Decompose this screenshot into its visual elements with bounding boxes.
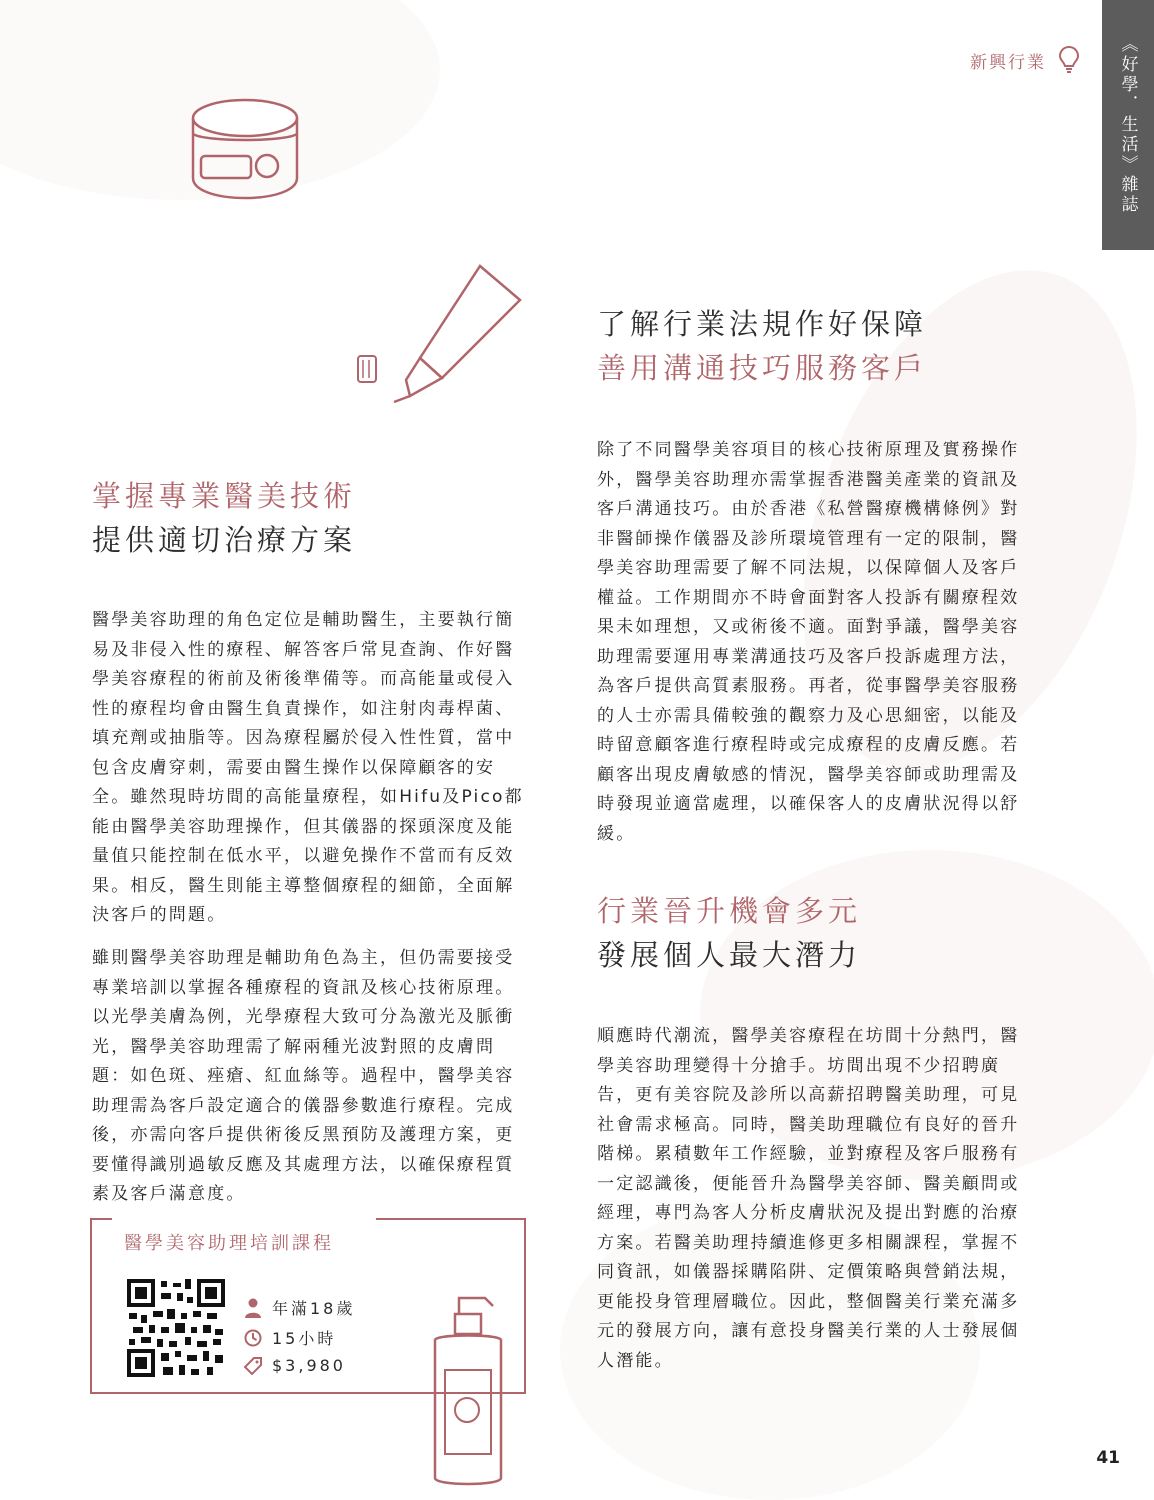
body-paragraph: 雖則醫學美容助理是輔助角色為主，但仍需要接受專業培訓以掌握各種療程的資訊及核心技術原理。以光學美膚為例，光學療程大致可分為激光及脈衝光，醫學美容助理需了解兩種光波對照的皮膚問題：如色斑、痤瘡、紅血絲等。過程中，醫學美容助理需為客戶設定適合的儀器參數進行療程。完成後，亦需向客戶提供術後反黑預防及護理方案，更要懂得識別過敏反應及其處理方法，以確保療程質素及客戶滿意度。 — [92, 948, 515, 1204]
section-heading — [597, 302, 927, 390]
box-border-segment — [376, 1218, 526, 1220]
course-age: 年滿18歲 — [272, 1299, 356, 1318]
heading-line-1: 行業晉升機會多元 — [597, 894, 862, 928]
section-heading — [92, 474, 356, 562]
person-icon — [244, 1298, 262, 1318]
course-duration: 15小時 — [272, 1329, 337, 1348]
heading-line-2: 發展個人最大潛力 — [597, 938, 862, 972]
section-heading — [597, 889, 861, 977]
ointment-tube-illustration — [350, 260, 530, 410]
body-paragraph: 除了不同醫學美容項目的核心技術原理及實務操作外，醫學美容助理亦需掌握香港醫美產業的資訊及客戶溝通技巧。由於香港《私營醫療機構條例》對非醫師操作儀器及診所環境管理有一定的限制，醫學美容助理需要了解不同法規，以保障個人及客戶權益。工作期間亦不時會面對客人投訴有關療程效果未如理想，又或術後不適。面對爭議，醫學美容助理需要運用專業溝通技巧及客戶投訴處理方法，為客戶提供高質素服務。再者，從事醫學美容服務的人士亦需具備較強的觀察力及心思細密，以能及時留意顧客進行療程時或完成療程的皮膚反應。若顧客出現皮膚敏感的情況，醫學美容師或助理需及時發現並適當處理，以確保客人的皮膚狀況得以舒緩。 — [597, 440, 1020, 844]
heading-line-1: 了解行業法規作好保障 — [597, 307, 928, 341]
lightbulb-icon — [1056, 44, 1082, 74]
course-price-row — [244, 1356, 346, 1375]
clock-icon — [244, 1329, 262, 1347]
body-paragraph: 醫學美容助理的角色定位是輔助醫生，主要執行簡易及非侵入性的療程、解答客戶常見查詢、作好醫學美容療程的術前及術後準備等。而高能量或侵入性的療程均會由醫生負責操作，如注射肉毒桿菌、填充劑或抽脂等。因為療程屬於侵入性性質，當中包含皮膚穿刺，需要由醫生操作以保障顧客的安全。雖然現時坊間的高能量療程，如Hifu及Pico都能由醫學美容助理操作，但其儀器的探頭深度及能量值只能控制在低水平，以避免操作不當而有反效果。相反，醫生則能主導整個療程的細節，全面解決客戶的問題。 — [92, 610, 524, 925]
cream-jar-illustration — [185, 88, 305, 208]
course-price: $3,980 — [272, 1356, 346, 1375]
box-border-segment — [90, 1218, 112, 1220]
section-tag: 新興行業 — [970, 53, 1046, 73]
price-tag-icon — [244, 1357, 262, 1375]
course-title: 醫學美容助理培訓課程 — [124, 1233, 334, 1254]
qr-code[interactable] — [127, 1279, 225, 1377]
heading-line-1: 掌握專業醫美技術 — [92, 479, 357, 513]
magazine-tab: 《好學．生活》雜誌 — [1102, 0, 1154, 250]
body-paragraph: 順應時代潮流，醫學美容療程在坊間十分熱門，醫學美容助理變得十分搶手。坊間出現不少招聘廣告，更有美容院及診所以高薪招聘醫美助理，可見社會需求極高。同時，醫美助理職位有良好的晉升階梯。累積數年工作經驗，並對療程及客戶服務有一定認識後，便能晉升為醫學美容師、醫美顧問或經理，專門為客人分析皮膚狀況及提出對應的治療方案。若醫美助理持續進修更多相關課程，掌握不同資訊，如儀器採購陷阱、定價策略與營銷法規，更能投身管理層職位。因此，整個醫美行業充滿多元的發展方向，讓有意投身醫美行業的人士發展個人潛能。 — [597, 1026, 1020, 1371]
page-number: 41 — [1096, 1448, 1120, 1468]
heading-line-2: 善用溝通技巧服務客戶 — [597, 351, 928, 385]
heading-line-2: 提供適切治療方案 — [92, 523, 357, 557]
course-age-row — [244, 1296, 355, 1319]
course-duration-row — [244, 1326, 336, 1349]
